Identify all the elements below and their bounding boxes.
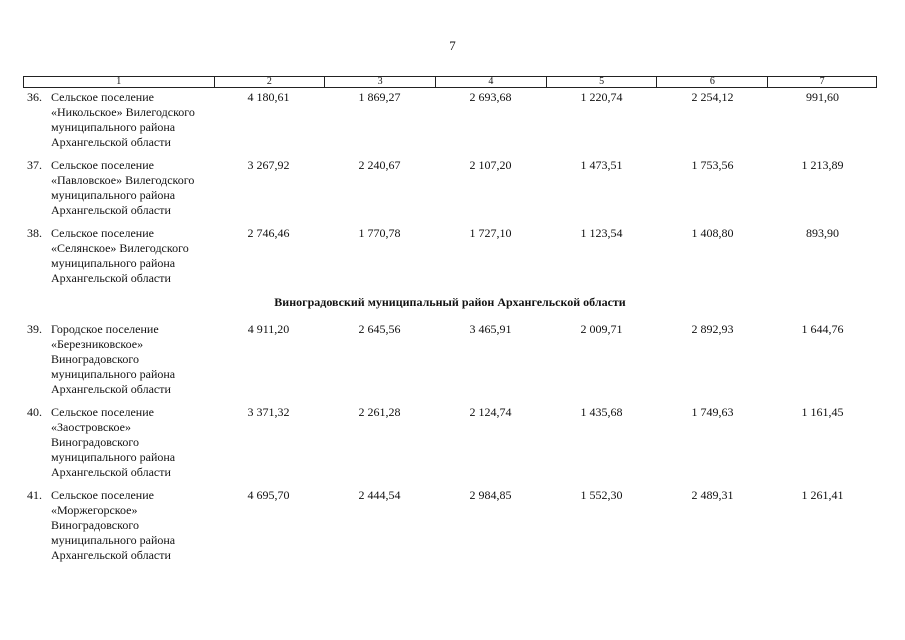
name-line: Архангельской области — [51, 135, 171, 149]
value-col-6: 1 408,80 — [691, 226, 734, 240]
name-line: Сельское поселение — [51, 90, 154, 104]
name-line: Городское поселение — [51, 322, 159, 336]
column-header-5: 5 — [546, 77, 657, 87]
name-line: Сельское поселение — [51, 158, 154, 172]
value-col-2: 3 267,92 — [247, 158, 290, 172]
column-header-4: 4 — [435, 77, 546, 87]
value-col-2: 4 695,70 — [247, 488, 290, 502]
row-number: 39. — [27, 322, 42, 336]
value-col-4: 3 465,91 — [469, 322, 512, 336]
value-col-3: 2 444,54 — [358, 488, 401, 502]
value-col-4: 2 124,74 — [469, 405, 512, 419]
table-row — [23, 405, 877, 480]
name-line: муниципального района — [51, 188, 176, 202]
value-col-3: 2 261,28 — [358, 405, 401, 419]
column-header-2: 2 — [214, 77, 325, 87]
table-row — [23, 322, 877, 397]
name-line: Архангельской области — [51, 465, 171, 479]
table-row — [23, 226, 877, 286]
name-line: «Березниковское» — [51, 337, 144, 351]
name-line: «Никольское» Вилегодского — [51, 105, 195, 119]
name-line: Архангельской области — [51, 203, 171, 217]
settlement-name-cell — [23, 158, 213, 218]
settlement-name-cell — [23, 322, 213, 397]
value-col-3: 2 645,56 — [358, 322, 401, 336]
column-header-7: 7 — [767, 77, 876, 87]
value-col-7: 1 213,89 — [801, 158, 844, 172]
value-col-5: 1 123,54 — [580, 226, 623, 240]
name-line: Виноградовского — [51, 435, 139, 449]
value-col-7: 1 644,76 — [801, 322, 844, 336]
row-number: 36. — [27, 90, 42, 104]
settlement-name-cell — [23, 90, 213, 150]
value-col-6: 1 749,63 — [691, 405, 734, 419]
value-col-4: 2 693,68 — [469, 90, 512, 104]
settlement-name-cell — [23, 226, 213, 286]
value-col-2: 3 371,32 — [247, 405, 290, 419]
value-col-7: 991,60 — [806, 90, 839, 104]
data-table — [23, 76, 877, 562]
value-col-5: 1 552,30 — [580, 488, 623, 502]
value-col-3: 1 770,78 — [358, 226, 401, 240]
name-line: «Павловское» Вилегодского — [51, 173, 195, 187]
name-line: Архангельской области — [51, 382, 171, 396]
name-line: муниципального района — [51, 256, 176, 270]
value-col-2: 4 180,61 — [247, 90, 290, 104]
table-header-row — [23, 76, 877, 88]
value-col-6: 2 892,93 — [691, 322, 734, 336]
value-col-7: 1 161,45 — [801, 405, 844, 419]
row-number: 37. — [27, 158, 42, 172]
name-line: «Селянское» Вилегодского — [51, 241, 189, 255]
name-line: муниципального района — [51, 120, 176, 134]
table-row — [23, 90, 877, 150]
column-header-3: 3 — [324, 77, 435, 87]
name-line: «Заостровское» — [51, 420, 131, 434]
row-number: 40. — [27, 405, 42, 419]
name-line: Сельское поселение — [51, 226, 154, 240]
value-col-2: 4 911,20 — [247, 322, 290, 336]
value-col-4: 2 107,20 — [469, 158, 512, 172]
row-number: 41. — [27, 488, 42, 502]
value-col-5: 1 473,51 — [580, 158, 623, 172]
name-line: Сельское поселение — [51, 488, 154, 502]
value-col-3: 1 869,27 — [358, 90, 401, 104]
name-line: «Моржегорское» — [51, 503, 138, 517]
name-line: Сельское поселение — [51, 405, 154, 419]
value-col-6: 2 489,31 — [691, 488, 734, 502]
value-col-6: 1 753,56 — [691, 158, 734, 172]
name-line: муниципального района — [51, 450, 176, 464]
table-row — [23, 158, 877, 218]
table-row — [23, 488, 877, 563]
name-line: Архангельской области — [51, 548, 171, 562]
value-col-5: 1 435,68 — [580, 405, 623, 419]
name-line: муниципального района — [51, 533, 176, 547]
value-col-5: 2 009,71 — [580, 322, 623, 336]
page-number: 7 — [449, 38, 456, 53]
value-col-7: 893,90 — [806, 226, 839, 240]
value-col-7: 1 261,41 — [801, 488, 844, 502]
name-line: муниципального района — [51, 367, 176, 381]
row-number: 38. — [27, 226, 42, 240]
settlement-name-cell — [23, 405, 213, 480]
name-line: Виноградовского — [51, 518, 139, 532]
column-header-1: 1 — [116, 76, 122, 87]
settlement-name-cell — [23, 488, 213, 563]
value-col-5: 1 220,74 — [580, 90, 623, 104]
value-col-4: 2 984,85 — [469, 488, 512, 502]
section-title: Виноградовский муниципальный район Архангельской области — [274, 295, 626, 309]
column-header-6: 6 — [656, 77, 767, 87]
value-col-3: 2 240,67 — [358, 158, 401, 172]
value-col-4: 1 727,10 — [469, 226, 512, 240]
value-col-6: 2 254,12 — [691, 90, 734, 104]
value-col-2: 2 746,46 — [247, 226, 290, 240]
name-line: Виноградовского — [51, 352, 139, 366]
name-line: Архангельской области — [51, 271, 171, 285]
